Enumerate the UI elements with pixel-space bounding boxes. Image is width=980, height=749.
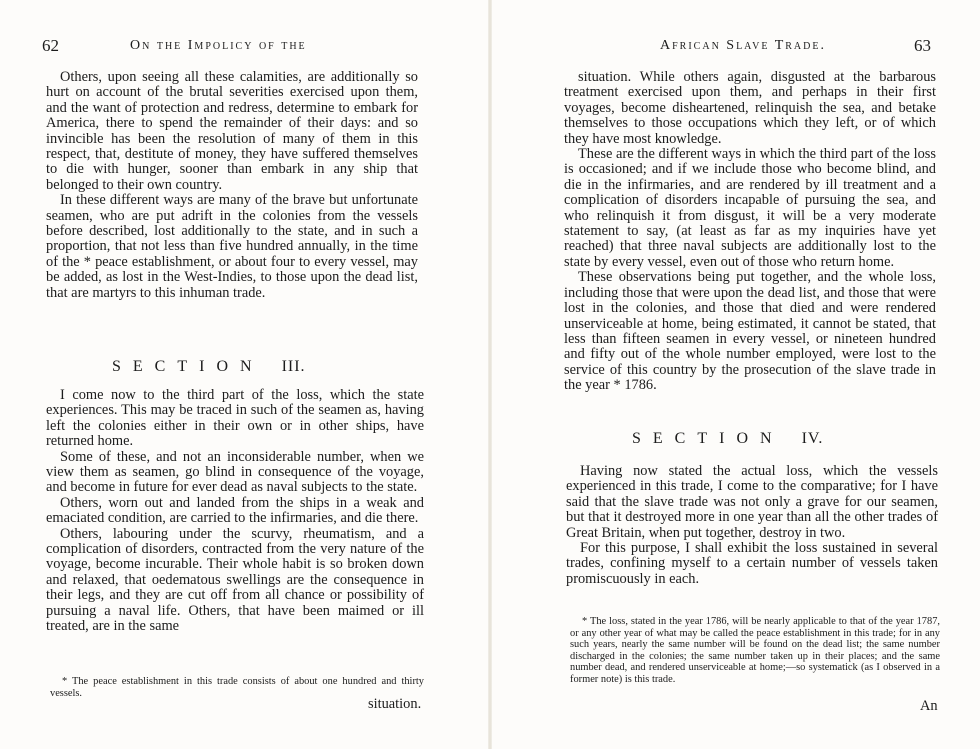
paragraph: These observations being put together, and the whole loss, including those that were upon the dead list, and those that were lost in the colonies, and those that died and were rendered unserviceable at home, being estimated, it cannot be stated, that less than fifteen seamen in every vessel, or nineteen hundred and fifty out of the whole number employed, were lost to the service of this country by the prosecution of the slave trade in the year * 1786. <box>564 269 936 394</box>
paragraph: Others, labouring under the scurvy, rheumatism, and a complication of disorders, contracted from the very nature of the voyage, become incurable. Their whole habit is so broken down and relaxed, that oedematous swellings are the consequence in their legs, and they are cut off from all chance or possibility of pursuing a naval life. Others, that have been maimed or ill treated, are in the same <box>46 525 424 635</box>
paragraph: Others, worn out and landed from the ships in a weak and emaciated condition, are carried to the infirmaries, and die there. <box>46 494 424 527</box>
paragraph: For this purpose, I shall exhibit the loss sustained in several trades, confining myself to a certain number of vessels taken promiscuously in each. <box>566 540 938 587</box>
section-heading <box>112 358 306 376</box>
paragraph: Some of these, and not an inconsiderable number, when we view them as seamen, go blind in consequence of the voyage, and become in future for ever dead as naval subjects to the state. <box>46 448 424 496</box>
running-head: On the Impolicy of the <box>130 38 307 53</box>
section-word: SECTION <box>112 358 264 375</box>
section-text <box>566 464 938 587</box>
paragraph: These are the different ways in which the third part of the loss is occasioned; and if we include those who become blind, and die in the infirmaries, and are rendered by ill treatment and a complication of disorders incapable of pursuing the sea, and who relinquish it from disgust, it will be a very moderate statement to say, (at least as far as my inquiries have yet reached) that three naval subjects are additionally lost to the state by every vessel, even out of those who return home. <box>564 146 936 270</box>
page-number: 63 <box>914 36 931 55</box>
body-text <box>564 70 936 394</box>
right-page <box>490 0 980 749</box>
section-text <box>46 388 424 635</box>
paragraph: Having now stated the actual loss, which the vessels experienced in this trade, I come to the comparative; for I have said that the slave trade was not only a grave for our seamen, but that it destroyed more in one year than all the other trades of Great Britain, when put together, destroy in two. <box>566 463 938 541</box>
paragraph: situation. While others again, disgusted at the barbarous treatment exercised upon them, and perhaps in their first voyages, become disheartened, relinquish the sea, and betake themselves to those occupations which they left, or of which they have most knowledge. <box>564 69 936 147</box>
section-word: SECTION <box>632 430 784 447</box>
paragraph: I come now to the third part of the loss, which the state experiences. This may be traced in such of the seamen as, having left the colonies either in their own or in other ships, have returned home. <box>46 387 424 450</box>
footnote <box>570 616 940 686</box>
catchword: situation. <box>368 696 422 712</box>
section-number: IV. <box>801 430 824 447</box>
paragraph: Others, upon seeing all these calamities, are additionally so hurt on account of the brutal severities exercised upon them, and the want of protection and redress, determine to embark for America, there to spend the remainder of their days: and so invincible has been the resolution of many of them in this respect, that, destitute of money, they have suffered themselves to die with hunger, sooner than embark in any ship that belonged to their own country. <box>46 69 418 193</box>
body-text <box>46 70 418 301</box>
page-number: 62 <box>42 36 59 55</box>
footnote-text: * The loss, stated in the year 1786, will be nearly applicable to that of the year 1787, or any other year of what may be called the peace establishment in this trade; for in any such years, nearly the same number will be found on the dead list; the same number discharged in the colonies; the same number taken up in their places; and the same number dead, and rendered unserviceable at home;—so systematick (as I observed in a former note) is this trade. <box>570 616 940 685</box>
section-heading <box>632 430 823 448</box>
running-head: African Slave Trade. <box>660 38 826 53</box>
section-number: III. <box>281 358 306 375</box>
paragraph: In these different ways are many of the brave but unfortunate seamen, who are put adrift in the colonies from the vessels before described, lost additionally to the state, and in such a proportion, that not less than five hundred annually, in the time of the * peace establishment, or about four to every vessel, may be added, as lost in the West-Indies, to those upon the dead list, that are martyrs to this inhuman trade. <box>46 192 418 301</box>
catchword: An <box>920 698 938 714</box>
footnote-text: * The peace establishment in this trade consists of about one hundred and thirty vessels. <box>50 676 424 699</box>
